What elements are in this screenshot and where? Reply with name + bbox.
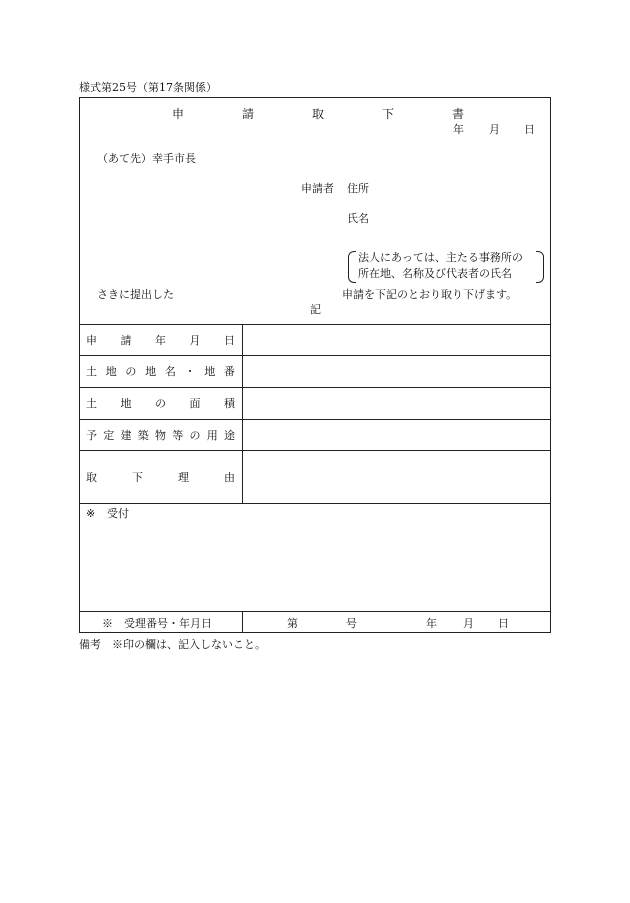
receipt-rule bbox=[79, 611, 551, 612]
label-char: の bbox=[155, 397, 166, 410]
row-label-planned-building-use bbox=[86, 430, 235, 441]
title-char: 取 bbox=[311, 107, 324, 121]
receipt-dai: 第 bbox=[287, 617, 298, 630]
statement-right: 申請を下記のとおり取り下げます。 bbox=[342, 288, 518, 301]
table-top-rule bbox=[79, 324, 551, 325]
label-char: 日 bbox=[224, 334, 235, 347]
receipt-label: ※ 受理番号・年月日 bbox=[102, 617, 212, 630]
label-char: 申 bbox=[86, 334, 97, 347]
reception-label: 受付 bbox=[107, 507, 129, 520]
label-char: 番 bbox=[223, 365, 235, 378]
date-day: 日 bbox=[524, 123, 535, 136]
label-char: 物 bbox=[155, 429, 166, 442]
label-char: 土 bbox=[86, 365, 97, 378]
label-char: 用 bbox=[206, 429, 218, 442]
name-label: 氏名 bbox=[347, 212, 369, 225]
label-char: 請 bbox=[120, 334, 132, 347]
statement-left: さきに提出した bbox=[97, 288, 174, 301]
row-rule bbox=[79, 355, 551, 356]
title-char: 書 bbox=[451, 107, 464, 121]
label-char: 由 bbox=[224, 471, 235, 484]
label-char: 積 bbox=[224, 397, 235, 410]
label-char: 建 bbox=[120, 429, 132, 442]
label-char: 築 bbox=[137, 429, 149, 442]
applicant-label: 申請者 bbox=[301, 182, 334, 195]
label-char: の bbox=[189, 429, 201, 442]
row-rule bbox=[79, 450, 551, 451]
label-char: 定 bbox=[103, 429, 115, 442]
title-char: 請 bbox=[241, 107, 254, 121]
form-title bbox=[172, 108, 464, 120]
label-char: 面 bbox=[189, 397, 201, 410]
right-bracket bbox=[536, 251, 544, 283]
row-label-land-location bbox=[86, 366, 235, 377]
row-rule bbox=[79, 419, 551, 420]
label-char: ・ bbox=[184, 365, 196, 378]
receipt-go: 号 bbox=[346, 617, 357, 630]
label-char: 地 bbox=[145, 365, 157, 378]
date-month: 月 bbox=[489, 123, 500, 136]
title-char: 下 bbox=[381, 107, 394, 121]
row-rule bbox=[79, 503, 551, 504]
label-char: 取 bbox=[86, 471, 97, 484]
left-bracket bbox=[348, 251, 356, 283]
label-char: 下 bbox=[132, 471, 143, 484]
form-number: 様式第25号（第17条関係） bbox=[79, 81, 217, 94]
row-label-application-date bbox=[86, 335, 235, 346]
label-char: 等 bbox=[172, 429, 184, 442]
receipt-year: 年 bbox=[426, 617, 437, 630]
label-char: 土 bbox=[86, 397, 97, 410]
title-char: 申 bbox=[172, 107, 185, 121]
label-char: 理 bbox=[178, 471, 189, 484]
label-char: 予 bbox=[86, 429, 97, 442]
addressee: （あて先）幸手市長 bbox=[97, 152, 196, 165]
label-char: 途 bbox=[224, 429, 235, 442]
receipt-column-divider bbox=[242, 611, 243, 633]
receipt-month: 月 bbox=[463, 617, 474, 630]
label-char: の bbox=[125, 365, 137, 378]
remarks: 備考 ※印の欄は、記入しないこと。 bbox=[79, 638, 266, 651]
corp-note-line1: 法人にあっては、主たる事務所の bbox=[358, 251, 523, 264]
label-char: 地 bbox=[120, 397, 132, 410]
label-char: 地 bbox=[105, 365, 117, 378]
reception-mark: ※ bbox=[86, 507, 96, 520]
label-char: 名 bbox=[164, 365, 176, 378]
label-column-divider bbox=[242, 324, 243, 503]
row-rule bbox=[79, 387, 551, 388]
date-year: 年 bbox=[453, 123, 464, 136]
corp-note-line2: 所在地、名称及び代表者の氏名 bbox=[358, 267, 512, 280]
row-label-land-area bbox=[86, 398, 235, 409]
record-mark: 記 bbox=[310, 303, 321, 316]
label-char: 地 bbox=[204, 365, 216, 378]
label-char: 年 bbox=[155, 334, 166, 347]
address-label: 住所 bbox=[347, 182, 369, 195]
receipt-day: 日 bbox=[498, 617, 509, 630]
label-char: 月 bbox=[189, 334, 201, 347]
row-label-withdrawal-reason bbox=[86, 472, 235, 483]
